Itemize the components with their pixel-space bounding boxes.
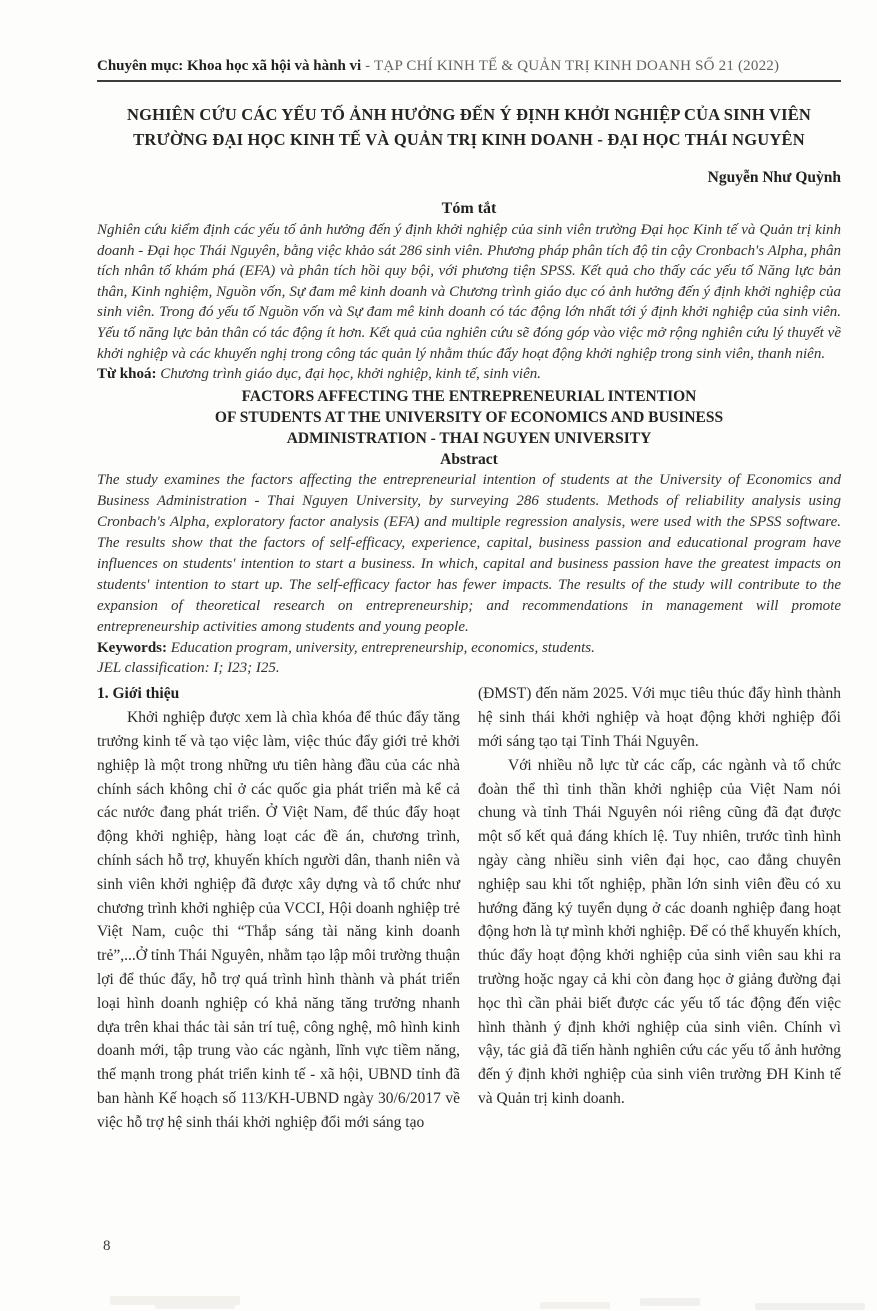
section-label: Chuyên mục: Khoa học xã hội và hành vi bbox=[97, 58, 362, 74]
paper-title-vi bbox=[97, 102, 841, 152]
abstract-vi-heading: Tóm tắt bbox=[441, 200, 497, 217]
section-1-heading: 1. Giới thiệu bbox=[97, 685, 180, 703]
body-two-columns bbox=[97, 682, 841, 1134]
page-number: 8 bbox=[103, 1238, 111, 1254]
right-column-paragraph-2: Với nhiều nỗ lực từ các cấp, các ngành và tổ chức đoàn thể thì tinh thần khởi nghiệp của Việt Nam nói chung và tỉnh Thái Nguyên nói riêng cũng đã đạt được một số kết quả đáng khích lệ. Tuy nhiên, trước tình hình ngày càng nhiều sinh viên đại học, cao đẳng chuyên nghiệp sau khi tốt nghiệp, phần lớn sinh viên đều có xu hướng đăng ký tuyển dụng ở các doanh nghiệp đang hoạt động hơn là tự mình khởi nghiệp. Để có thể khuyến khích, thúc đẩy hoạt động khởi nghiệp của sinh viên sau khi ra trường hoặc ngay cả khi còn đang học ở giảng đường đại học thì cần phải biết được các yếu tố tác động đến việc hình thành ý định khởi nghiệp của sinh viên. Chính vì vậy, tác giả đã tiến hành nghiên cứu các yếu tố ảnh hưởng đến ý định khởi nghiệp của sinh viên trường ĐH Kinh tế và Quản trị kinh doanh. bbox=[478, 756, 841, 1107]
keywords-vi-label: Từ khoá: bbox=[97, 366, 157, 383]
paper-title-en-line3: ADMINISTRATION - THAI NGUYEN UNIVERSITY bbox=[286, 429, 652, 447]
scan-artifact bbox=[155, 1301, 235, 1309]
left-column-paragraph: Khởi nghiệp được xem là chìa khóa để thúc đẩy tăng trưởng kinh tế và tạo việc làm, việc thúc đẩy giới trẻ khởi nghiệp là một trong những ưu tiên hàng đầu của các nhà chính sách không chỉ ở các quốc gia phát triển mà kể cả các nước đang phát triển. Ở Việt Nam, để thúc đẩy hoạt động khởi nghiệp, hàng loạt các đề án, chương trình, chính sách hỗ trợ, khuyến khích người dân, thanh niên và sinh viên khởi nghiệp đã được xây dựng và tổ chức như chương trình khởi nghiệp của VCCI, Hội doanh nghiệp trẻ Việt Nam, cuộc thi “Thắp sáng tài năng kinh doanh trẻ”,...Ở tỉnh Thái Nguyên, nhằm tạo lập môi trường thuận lợi để thúc đẩy, hỗ trợ quá trình hình thành và phát triển loại hình doanh nghiệp có khả năng tăng trưởng nhanh dựa trên khai thác tài sản trí tuệ, công nghệ, mô hình kinh doanh mới, tập trung vào các ngành, lĩnh vực tiềm năng, thế mạnh trong phát triển kinh tế - xã hội, UBND tỉnh đã ban hành Kế hoạch số 113/KH-UBND ngày 30/6/2017 về việc hỗ trợ hệ sinh thái khởi nghiệp đổi mới sáng tạo bbox=[97, 709, 460, 1131]
abstract-vi-body: Nghiên cứu kiểm định các yếu tố ảnh hưởng đến ý định khởi nghiệp của sinh viên trường Đại học Kinh tế và Quản trị kinh doanh - Đại học Thái Nguyên, bằng việc khảo sát 286 sinh viên. Phương pháp phân tích độ tin cậy Cronbach's Alpha, phân tích nhân tố khám phá (EFA) và phân tích hồi quy bội, với phương tiện SPSS. Kết quả cho thấy các yếu tố Năng lực bản thân, Kinh nghiệm, Nguồn vốn, Sự đam mê kinh doanh và Chương trình giáo dục có ảnh hưởng đến ý định khởi nghiệp của sinh viên. Trong đó yếu tố Nguồn vốn và Sự đam mê kinh doanh có tác động lớn nhất tới ý định khởi nghiệp của sinh viên. Yếu tố năng lực bản thân có tác động ít hơn. Kết quả của nghiên cứu sẽ đóng góp vào việc mở rộng nghiên cứu lý thuyết về khởi nghiệp và các khuyến nghị trong công tác quản lý nhằm thúc đẩy hoạt động khởi nghiệp trong sinh viên, thanh niên. bbox=[97, 222, 841, 362]
page-content bbox=[97, 0, 841, 1134]
journal-name: - TẠP CHÍ KINH TẾ & QUẢN TRỊ KINH DOANH SỐ 21 (2022) bbox=[361, 58, 780, 74]
left-column bbox=[97, 682, 460, 1134]
paper-title-vi-line2: TRƯỜNG ĐẠI HỌC KINH TẾ VÀ QUẢN TRỊ KINH DOANH - ĐẠI HỌC THÁI NGUYÊN bbox=[133, 130, 805, 149]
paper-title-vi-line1: NGHIÊN CỨU CÁC YẾU TỐ ẢNH HƯỞNG ĐẾN Ý ĐỊNH KHỞI NGHIỆP CỦA SINH VIÊN bbox=[126, 105, 812, 124]
author-name: Nguyễn Như Quỳnh bbox=[707, 169, 841, 186]
keywords-en-line bbox=[97, 638, 841, 659]
keywords-en-text: Education program, university, entrepreneurship, economics, students. bbox=[167, 639, 595, 656]
abstract-en-heading: Abstract bbox=[440, 450, 498, 468]
abstract-en-body: The study examines the factors affecting the entrepreneurial intention of students at the University of Economics and Business Administration - Thai Nguyen University, by surveying 286 students. Methods of reliability analysis using Cronbach's Alpha, exploratory factor analysis (EFA) and multiple regression analysis, were used with the SPSS software. The results show that the factors of self-efficacy, experience, capital, business passion and educational program have influences on students' intention to start a business. In which, capital and business passion have the greatest impacts on students' intention to start up. The self-efficacy factor has fewer impacts. The results of the study will contribute to the expansion of theoretical research on entrepreneurship; and recommendations in management will promote entrepreneurship activities among students and young people. bbox=[97, 471, 841, 635]
scan-artifact bbox=[640, 1298, 700, 1306]
journal-header bbox=[97, 58, 841, 82]
paper-title-en-line1: FACTORS AFFECTING THE ENTREPRENEURIAL INTENTION bbox=[241, 387, 697, 405]
paper-title-en bbox=[97, 386, 841, 449]
scan-artifact bbox=[755, 1303, 865, 1310]
right-column bbox=[478, 682, 841, 1134]
jel-classification: JEL classification: I; I23; I25. bbox=[97, 660, 280, 677]
paper-title-en-line2: OF STUDENTS AT THE UNIVERSITY OF ECONOMICS AND BUSINESS bbox=[214, 408, 724, 426]
keywords-en-label: Keywords: bbox=[97, 639, 167, 656]
keywords-vi-line bbox=[97, 364, 841, 385]
keywords-vi-text: Chương trình giáo dục, đại học, khởi nghiệp, kinh tế, sinh viên. bbox=[156, 366, 541, 383]
right-column-paragraph-1: (ĐMST) đến năm 2025. Với mục tiêu thúc đẩy hình thành hệ sinh thái khởi nghiệp và hoạt động khởi nghiệp đổi mới sáng tạo tại Tỉnh Thái Nguyên. bbox=[478, 685, 841, 750]
scan-artifact bbox=[540, 1302, 610, 1309]
